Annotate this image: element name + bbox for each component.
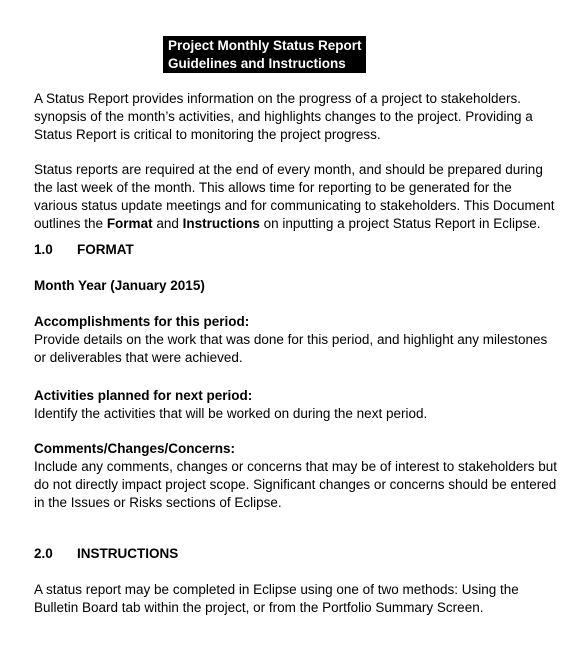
title-line-2: Guidelines and Instructions	[168, 56, 346, 71]
instructions-emphasis: Instructions	[182, 216, 260, 231]
comments-line: in the Issues or Risks sections of Eclipse.	[34, 495, 282, 510]
text: on inputting a project Status Report in Eclipse.	[259, 216, 541, 231]
accomplishments-line: or deliverables that were achieved.	[34, 350, 243, 365]
section-number: 1.0	[34, 242, 53, 257]
accomplishments-heading: Accomplishments for this period:	[34, 314, 250, 329]
instructions-paragraph	[34, 581, 569, 617]
activities-line: Identify the activities that will be worked on during the next period.	[34, 406, 428, 421]
month-year-heading: Month Year (January 2015)	[34, 278, 205, 293]
text: outlines the	[34, 216, 107, 231]
format-emphasis: Format	[106, 216, 153, 231]
timing-line: various status update meetings and for communicating to stakeholders. This Document	[34, 198, 555, 213]
section-title: FORMAT	[77, 242, 134, 257]
timing-line: the last week of the month. This allows time for reporting to be generated for the	[34, 180, 512, 195]
section-number: 2.0	[34, 546, 53, 561]
section-1-heading	[34, 241, 134, 259]
intro-line: synopsis of the month’s activities, and highlights changes to the project. Providing a	[34, 109, 533, 124]
document-title	[163, 36, 366, 73]
instructions-line: A status report may be completed in Eclipse using one of two methods: Using the	[34, 582, 519, 597]
timing-line-4	[34, 215, 569, 233]
accomplishments-section	[34, 313, 569, 367]
instructions-line: Bulletin Board tab within the project, or from the Portfolio Summary Screen.	[34, 600, 484, 615]
comments-line: Include any comments, changes or concerns that may be of interest to stakeholders but	[34, 459, 558, 474]
text: and	[152, 216, 183, 231]
section-2-heading	[34, 545, 178, 563]
timing-paragraph	[34, 161, 569, 233]
timing-line: Status reports are required at the end of every month, and should be prepared during	[34, 162, 543, 177]
comments-section	[34, 440, 569, 512]
accomplishments-line: Provide details on the work that was done for this period, and highlight any milestones	[34, 332, 548, 347]
title-line-1: Project Monthly Status Report	[168, 38, 362, 53]
intro-line: Status Report is critical to monitoring the project progress.	[34, 127, 381, 142]
comments-heading: Comments/Changes/Concerns:	[34, 441, 236, 456]
intro-paragraph	[34, 90, 569, 144]
activities-section	[34, 387, 569, 423]
section-title: INSTRUCTIONS	[77, 546, 179, 561]
intro-line: A Status Report provides information on the progress of a project to stakeholders.	[34, 91, 522, 106]
activities-heading: Activities planned for next period:	[34, 388, 253, 403]
comments-line: do not directly impact project scope. Significant changes or concerns should be entered	[34, 477, 557, 492]
